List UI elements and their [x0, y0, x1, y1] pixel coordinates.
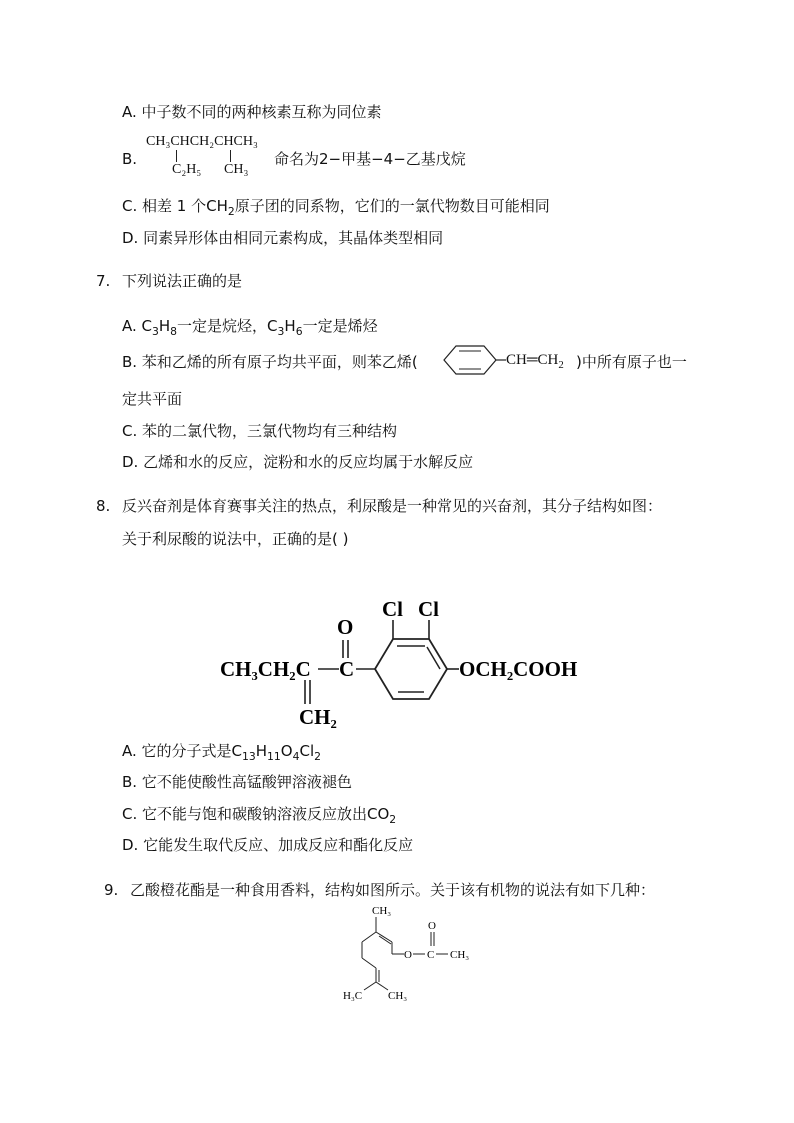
q8-struct-c: C — [339, 657, 355, 681]
q6-b-bond-1 — [176, 150, 177, 162]
q8-struct-ch2: CH₂ — [299, 705, 337, 729]
q9-struct-ch3-top: CH₃ — [372, 905, 392, 917]
q8-struct-cl2: Cl — [418, 597, 439, 621]
q8-option-d: D. 它能发生取代反应、加成反应和酯化反应 — [122, 836, 414, 854]
q9-struct-ch3-right: CH₃ — [450, 949, 470, 961]
q9-struct-c: C — [427, 949, 435, 961]
q8-stem-line1: 反兴奋剂是体育赛事关注的热点，利尿酸是一种常见的兴奋剂，其分子结构如图： — [122, 497, 663, 515]
q6-option-d: D. 同素异形体由相同元素构成，其晶体类型相同 — [122, 229, 444, 247]
q9-stem: 乙酸橙花酯是一种食用香料，结构如图所示。关于该有机物的说法有如下几种： — [130, 881, 656, 899]
q9-struct-ch3-bottom: CH₃ — [388, 990, 408, 1002]
q7-option-a: A. $C_3H_8$一定是烷烃，$C_3H_6$一定是烯烃 — [122, 317, 378, 338]
q8-struct-right: OCH₂COOH — [459, 657, 578, 681]
q7-option-b-cont: 定共平面 — [122, 390, 183, 408]
q7-number: 7. — [96, 272, 111, 290]
q8-option-a: A. 它的分子式是$C_{13}H_{11}O_4Cl_2$ — [122, 742, 322, 763]
q6-option-b-label: B. — [122, 150, 138, 168]
q8-struct-o: O — [337, 615, 354, 639]
q9-struct-h3c: H₃C — [343, 990, 363, 1002]
q8-number: 8. — [96, 497, 111, 515]
q9-number: 9. — [104, 881, 119, 899]
q8-option-b: B. 它不能使酸性高锰酸钾溶液褪色 — [122, 773, 352, 791]
q6-b-struct-sub1: C₂H₅ — [172, 162, 202, 177]
q9-struct-o2: O — [428, 920, 436, 932]
q8-option-c: C. 它不能与饱和碳酸钠溶液反应放出$CO_2$ — [122, 805, 397, 826]
q8-struct-cl1: Cl — [382, 597, 403, 621]
q8-struct-left: CH₃CH₂C — [220, 657, 311, 681]
q9-molecule-structure — [340, 902, 490, 1002]
q7-option-b-post: )中所有原子也一 — [576, 353, 687, 371]
q9-struct-o1: O — [404, 949, 412, 961]
q8-molecule-structure — [215, 592, 585, 732]
q6-option-c: C. 相差 1 个$CH_2$原子团的同系物，它们的一氯代物数目可能相同 — [122, 197, 550, 218]
q8-stem-line2: 关于利尿酸的说法中，正确的是( ) — [122, 530, 349, 548]
q6-b-struct-main: CH₃CHCH₂CHCH₃ — [146, 134, 258, 149]
q7-option-b-pre: B. 苯和乙烯的所有原子均共平面，则苯乙烯( — [122, 353, 418, 371]
q7-stem: 下列说法正确的是 — [122, 272, 243, 290]
benzene-ring-icon — [436, 343, 506, 377]
q7-option-b-group: $CH═CH_2$ — [506, 352, 564, 371]
q7-option-d: D. 乙烯和水的反应，淀粉和水的反应均属于水解反应 — [122, 453, 474, 471]
q6-option-a: A. 中子数不同的两种核素互称为同位素 — [122, 103, 382, 121]
q6-option-b-text: 命名为2−甲基−4−乙基戊烷 — [274, 150, 466, 168]
q6-b-struct-sub2: CH₃ — [224, 162, 249, 177]
q7-option-c: C. 苯的二氯代物，三氯代物均有三种结构 — [122, 422, 398, 440]
q6-b-bond-2 — [230, 150, 231, 162]
